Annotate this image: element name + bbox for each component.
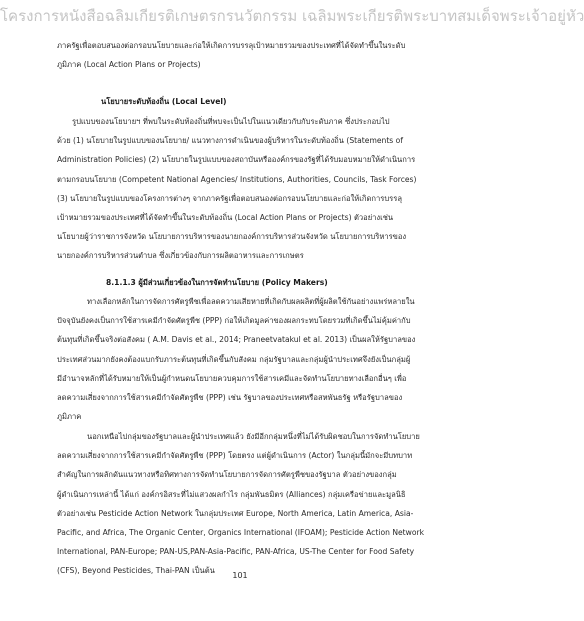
text-line: ภูมิภาค: [57, 412, 82, 422]
policy-makers-paragraph-2: [57, 427, 442, 581]
local-level-paragraph: [57, 112, 442, 266]
text-line: ตามกรอบนโยบาย (Competent National Agencies/ Institutions, Authorities, Councils, Task Forces): [57, 174, 417, 184]
text-line: ทางเลือกหลักในการจัดการศัตรูพืชเพื่อลดความเสียหายที่เกิดกับผลผลิตที่ผู้ผลิตใช้กันอย่างแพร่หลายใน: [87, 297, 415, 306]
text-line: ภาครัฐเพื่อตอบสนองต่อกรอบนโยบายและก่อให้เกิดการบรรลุเป้าหมายรวมของประเทศที่ได้จัดทำขึ้นในระดับ: [57, 41, 406, 50]
page-number: 101: [232, 571, 248, 580]
text-line: ตัวอย่างเช่น Pesticide Action Network ในกลุ่มประเทศ Europe, North America, Latin America, Asia-: [57, 508, 414, 518]
text-line: รูปแบบของนโยบายฯ ที่พบในระดับท้องถิ่นที่พบจะเป็นไปในแนวเดียวกับกับระดับภาค ซึ่งประกอบไป: [72, 117, 390, 126]
text-line: ลดความเสี่ยงจากการใช้สารเคมีกำจัดศัตรูพืช (PPP) เช่น รัฐบาลของประเทศหรือสหพันธรัฐ หรือรัฐบาลของ: [57, 392, 403, 402]
policy-makers-paragraph-1: [57, 292, 442, 426]
running-header: โครงการหนังสือฉลิมเกียรติเกษตรกรนวัตกรรม เฉลิมพระเกียรติพระบาทสมเด็จพระเจ้าอยู่หัว: [0, 7, 584, 25]
text-line: ผู้ดำเนินการเหล่านี้ ได้แก่ องค์กรอิสระที่ไม่แสวงผลกำไร กลุ่มพันธมิตร (Alliances) กลุ่มเครือข่ายและมูลนิธิ: [57, 489, 406, 499]
intro-paragraph: [57, 36, 442, 74]
text-line: ประเทศส่วนมากยังคงต้องแบกรับภาระต้นทุนที่เกิดขึ้นกับสังคม กลุ่มรัฐบาลและกลุ่มผู้นำประเทศจึงยังเป็นกลุ่มผู้: [57, 354, 411, 364]
text-line: ปัจจุบันยังคงเป็นการใช้สารเคมีกำจัดศัตรูพืช (PPP) ก่อให้เกิดมูลค่าของผลกระทบโดยรวมที่เกิดขึ้นไม่คุ้มค่ากับ: [57, 316, 411, 326]
text-line: เป้าหมายรวมของประเทศที่ได้จัดทำขึ้นในระดับท้องถิ่น (Local Action Plans or Projects) ตัวอย่างเช่น: [57, 212, 394, 222]
text-line: ลดความเสี่ยงจากการใช้สารเคมีกำจัดศัตรูพืช (PPP) โดยตรง แต่ผู้ดำเนินการ (Actor) ในกลุ่มนี้มักจะมีบทบาท: [57, 451, 413, 461]
text-line: นอกเหนือไปกลุ่มของรัฐบาลและผู้นำประเทศแล้ว ยังมีอีกกลุ่มหนึ่งที่ไม่ได้รับผิดชอบในการจัดทำนโยบาย: [87, 432, 420, 441]
text-line: สำคัญในการผลักดันแนวทางหรือทิศทางการจัดทำนโยบายการจัดการศัตรูพืชของรัฐบาล ตัวอย่างของกลุ่ม: [57, 470, 397, 480]
text-line: นายกองค์การบริหารส่วนตำบล ซึ่งเกี่ยวข้องกับการผลิตอาหารและการเกษตร: [57, 251, 304, 261]
text-line: Administration Policies) (2) นโยบายในรูปแบบของสถาบันหรือองค์กรของรัฐที่ได้รับมอบหมายให้ดำเนินการ: [57, 155, 416, 165]
text-line: Pacific, and Africa, The Organic Center, Organics International (IFOAM); Pesticide Action Network: [57, 527, 425, 537]
text-line: นโยบายผู้ว่าราชการจังหวัด นโยบายการบริหารของนายกองค์การบริหารส่วนจังหวัด นโยบายการบริหารของ: [57, 232, 407, 242]
text-line: มีอำนาจหลักที่ได้รับหมายให้เป็นผู้กำหนดนโยบายควบคุมการใช้สารเคมีและจัดทำนโยบายทางเลือกอื่นๆ เพื่อ: [57, 373, 407, 383]
section-heading-policy-makers: 8.1.1.3 ผู้มีส่วนเกี่ยวข้องในการจัดทำนโยบาย (Policy Makers): [106, 278, 328, 287]
section-heading-local-level: นโยบายระดับท้องถิ่น (Local Level): [101, 97, 227, 106]
text-line: ภูมิภาค (Local Action Plans or Projects): [57, 60, 201, 70]
text-line: (CFS), Beyond Pesticides, Thai-PAN เป็นต้น: [57, 566, 215, 576]
text-line: ด้วย (1) นโยบายในรูปแบบของนโยบาย/ แนวทางการดำเนินของผู้บริหารในระดับท้องถิ่น (Statements of: [57, 136, 403, 146]
text-line: International, PAN-Europe; PAN-US,PAN-Asia-Pacific, PAN-Africa, US-The Center for Food Safety: [57, 547, 415, 557]
text-line: ต้นทุนที่เกิดขึ้นจริงต่อสังคม ( A.M. Davis et al., 2014; Praneetvatakul et al. 2013) เป็นผลให้รัฐบาลของ: [57, 335, 416, 345]
text-line: (3) นโยบายในรูปแบบของโครงการต่างๆ จากภาครัฐเพื่อตอบสนองต่อกรอบนโยบายและก่อให้เกิดการบรรลุ: [57, 193, 402, 203]
